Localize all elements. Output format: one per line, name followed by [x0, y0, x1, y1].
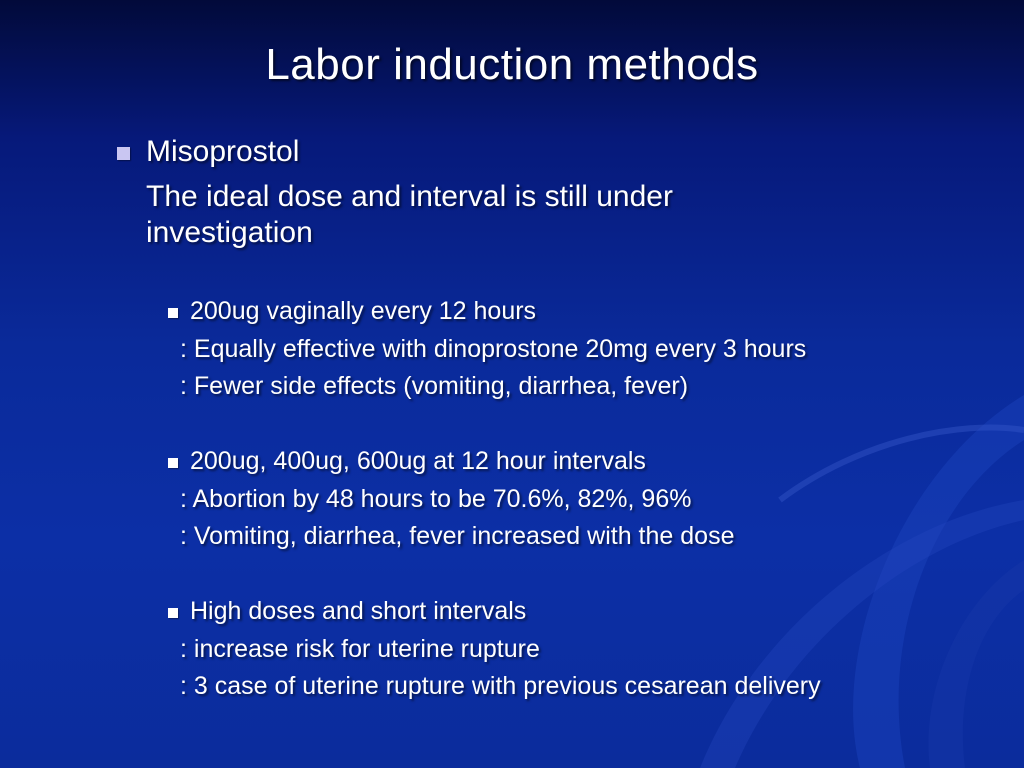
sub-bullet-detail: : Vomiting, diarrhea, fever increased with the dose	[180, 522, 735, 550]
sub-bullet-heading: 200ug vaginally every 12 hours	[190, 297, 537, 325]
sub-bullet-detail: : Abortion by 48 hours to be 70.6%, 82%, 96%	[180, 485, 692, 513]
square-bullet-icon	[117, 147, 130, 160]
sub-bullet-heading: High doses and short intervals	[190, 597, 527, 625]
sub-bullet-detail: : Fewer side effects (vomiting, diarrhea, fever)	[180, 372, 689, 400]
slide-title: Labor induction methods	[265, 40, 759, 89]
square-bullet-icon	[168, 608, 178, 618]
sub-bullet-detail: : 3 case of uterine rupture with previous cesarean delivery	[180, 672, 821, 700]
sub-bullet-heading: 200ug, 400ug, 600ug at 12 hour intervals	[190, 447, 646, 475]
square-bullet-icon	[168, 308, 178, 318]
sub-bullet-detail: : increase risk for uterine rupture	[180, 635, 540, 663]
main-bullet-text-line1: The ideal dose and interval is still under	[146, 180, 673, 213]
main-bullet-heading: Misoprostol	[146, 135, 300, 168]
sub-bullet-detail: : Equally effective with dinoprostone 20mg every 3 hours	[180, 335, 807, 363]
main-bullet-text-line2: investigation	[146, 216, 313, 249]
square-bullet-icon	[168, 458, 178, 468]
